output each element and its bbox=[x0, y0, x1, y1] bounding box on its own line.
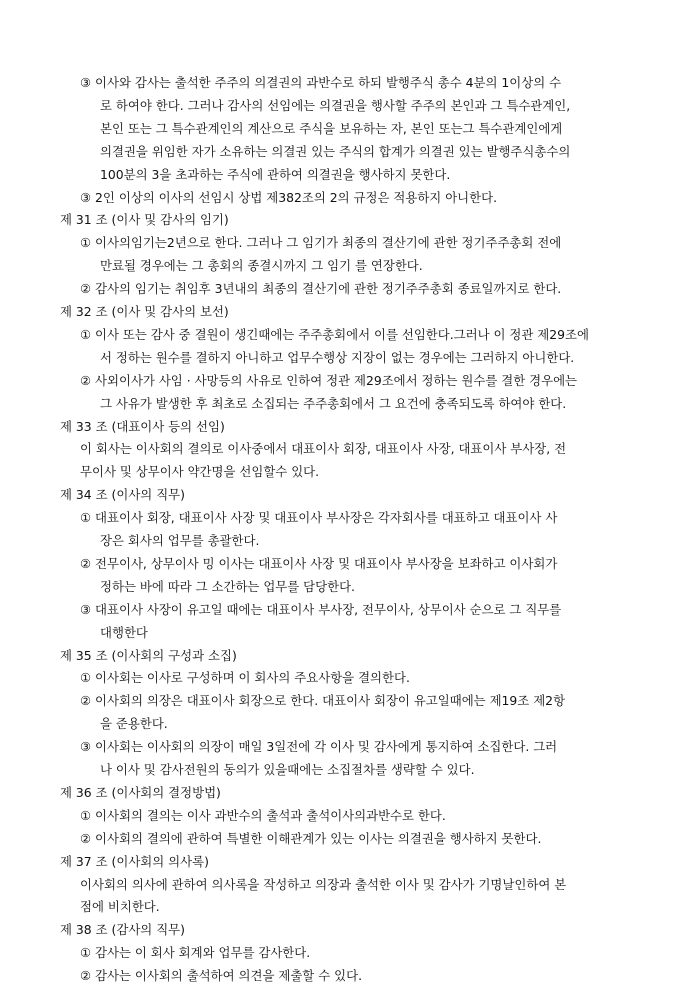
article-heading: 제 34 조 (이사의 직무) bbox=[60, 487, 185, 503]
numbered-clause: ② 감사는 이사회의 출석하여 의견을 제출할 수 있다. bbox=[80, 968, 363, 984]
clause-continuation: 의결권을 위임한 자가 소유하는 의결권 있는 주식의 합계가 의결권 있는 발행주식총수의 bbox=[100, 143, 571, 159]
article-heading: 제 37 조 (이사회의 의사록) bbox=[60, 853, 209, 869]
numbered-clause: ② 사외이사가 사임 · 사망등의 사유로 인하여 정관 제29조에서 정하는 원수를 결한 경우에는 bbox=[80, 372, 578, 388]
article-heading: 제 32 조 (이사 및 감사의 보선) bbox=[60, 304, 229, 319]
clause-continuation: 만료될 경우에는 그 총회의 종결시까지 그 임기 를 연장한다. bbox=[100, 258, 423, 274]
numbered-clause: ① 이사의임기는2년으로 한다. 그러나 그 임기가 최종의 결산기에 관한 정기주주총회 전에 bbox=[80, 235, 562, 251]
article-heading: 제 31 조 (이사 및 감사의 임기) bbox=[60, 212, 229, 228]
clause-continuation: 100분의 3을 초과하는 주식에 관하여 의결권을 행사하지 못한다. bbox=[100, 166, 451, 182]
numbered-clause: ① 대표이사 회장, 대표이사 사장 및 대표이사 부사장은 각자회사를 대표하고 대표이사 사 bbox=[80, 510, 558, 526]
numbered-clause: ① 감사는 이 회사 회계와 업무를 감사한다. bbox=[80, 945, 311, 961]
numbered-clause: ① 이사회의 결의는 이사 과반수의 출석과 출석이사의과반수로 한다. bbox=[80, 807, 446, 823]
article-heading: 제 33 조 (대표이사 등의 선임) bbox=[60, 418, 225, 434]
article-body-text: 이사회의 의사에 관하여 의사록을 작성하고 의장과 출석한 이사 및 감사가 기명날인하여 본 bbox=[80, 876, 567, 892]
article-heading: 제 38 조 (감사의 직무) bbox=[60, 922, 185, 938]
article-heading: 제 36 조 (이사회의 결정방법) bbox=[60, 784, 221, 800]
clause-continuation: 로 하여야 한다. 그러나 감사의 선임에는 의결권을 행사할 주주의 본인과 그 특수관계인, bbox=[100, 97, 571, 113]
numbered-clause: ① 이사회는 이사로 구성하며 이 회사의 주요사항을 결의한다. bbox=[80, 670, 410, 686]
numbered-clause: ② 감사의 임기는 취임후 3년내의 최종의 결산기에 관한 정기주주총회 종료일까지로 한다. bbox=[80, 281, 562, 297]
numbered-clause: ③ 이사와 감사는 출석한 주주의 의결권의 과반수로 하되 발행주식 총수 4분의 1이상의 수 bbox=[80, 75, 562, 90]
clause-continuation: 나 이사 및 감사전원의 동의가 있을때에는 소집절차를 생략할 수 있다. bbox=[100, 762, 475, 777]
article-body-text: 이 회사는 이사회의 결의로 이사중에서 대표이사 회장, 대표이사 사장, 대표이사 부사장, 전 bbox=[80, 441, 567, 457]
clause-continuation: 대행한다 bbox=[100, 624, 148, 640]
numbered-clause: ③ 2인 이상의 이사의 선임시 상법 제382조의 2의 규정은 적용하지 아니한다. bbox=[80, 189, 498, 205]
numbered-clause: ② 이사회의 결의에 관하여 특별한 이해관계가 있는 이사는 의결권을 행사하지 못한다. bbox=[80, 830, 542, 846]
numbered-clause: ② 전무이사, 상무이사 밍 이사는 대표이사 사장 및 대표이사 부사장을 보좌하고 이사회가 bbox=[80, 555, 558, 571]
numbered-clause: ③ 이사회는 이사회의 의장이 매일 3일전에 각 이사 및 감사에게 통지하여 소집한다. 그러 bbox=[80, 739, 558, 755]
numbered-clause: ① 이사 또는 감사 중 결원이 생긴때에는 주주총회에서 이를 선임한다.그러나 이 정관 제29조에 bbox=[80, 326, 589, 342]
clause-continuation: 본인 또는 그 특수관계인의 계산으로 주식을 보유하는 자, 본인 또는그 특수관계인에게 bbox=[100, 120, 563, 136]
clause-continuation: 정하는 바에 따라 그 소간하는 업무를 담당한다. bbox=[100, 578, 355, 594]
clause-continuation: 서 정하는 원수를 결하지 아니하고 업무수행상 지장이 없는 경우에는 그러하지 아니한다. bbox=[100, 349, 575, 365]
clause-continuation: 장은 회사의 업무를 총괄한다. bbox=[100, 533, 260, 548]
clause-continuation: 그 사유가 발생한 후 최초로 소집되는 주주총회에서 그 요건에 충족되도록 하여야 한다. bbox=[100, 395, 567, 411]
article-body-text: 점에 비치한다. bbox=[80, 899, 160, 915]
article-body-text: 무이사 및 상무이사 약간명을 선임할수 있다. bbox=[80, 464, 320, 480]
numbered-clause: ② 이사회의 의장은 대표이사 회장으로 한다. 대표이사 회장이 유고일때에는 제19조 제2항 bbox=[80, 693, 566, 709]
article-heading: 제 35 조 (이사회의 구성과 소집) bbox=[60, 647, 237, 663]
numbered-clause: ③ 대표이사 사장이 유고일 때에는 대표이사 부사장, 전무이사, 상무이사 순으로 그 직무를 bbox=[80, 601, 562, 617]
clause-continuation: 을 준용한다. bbox=[100, 716, 168, 732]
